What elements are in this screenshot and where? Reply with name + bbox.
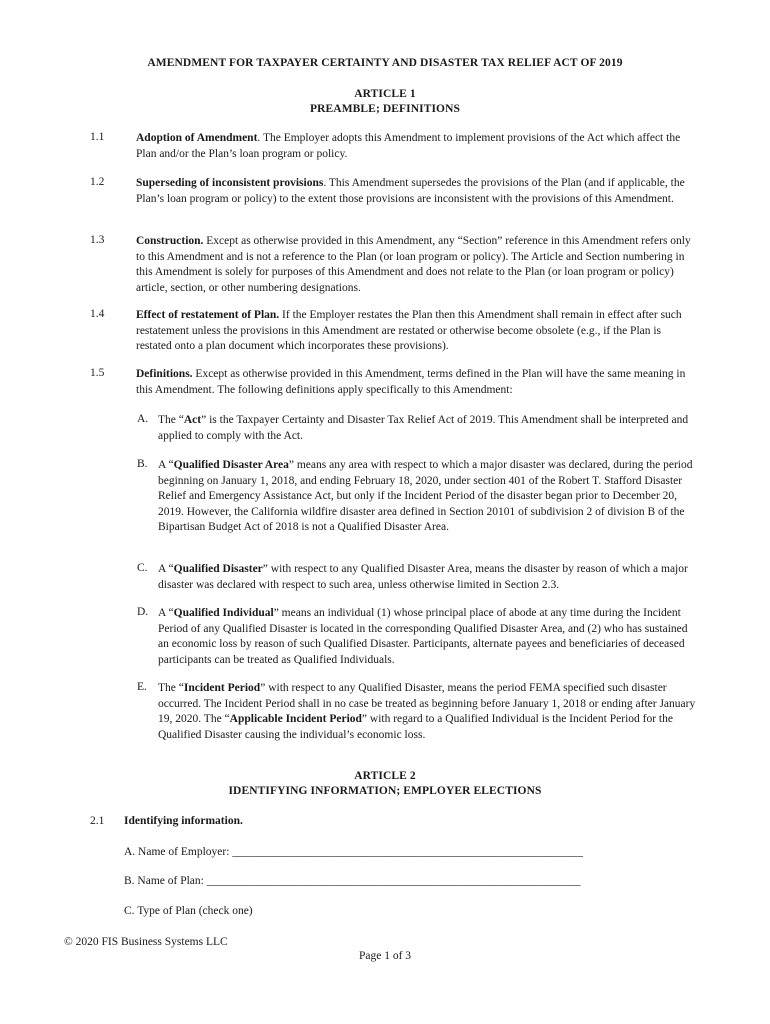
section-1-4 [136, 308, 696, 355]
text-fragment: The “ [158, 682, 184, 694]
definition-letter: C. [137, 562, 148, 574]
defined-term: Act [183, 414, 202, 426]
section-title: Adoption of Amendment [136, 132, 258, 144]
section-title: Superseding of inconsistent provisions [136, 177, 324, 189]
section-number: 1.2 [90, 176, 105, 188]
section-number: 2.1 [90, 815, 105, 827]
defined-term: Qualified Individual [173, 607, 274, 619]
definition-qualified-disaster-area [158, 458, 698, 536]
definition-incident-period [158, 681, 698, 743]
text-fragment: ” with respect to any Qualified Disaster, means the period FEMA specified such disaster occurred. The Incident Period shall in no case be treated as beginning before January 1, 2018 or ending after January 19, 2020. The “ [158, 682, 696, 725]
article-1-heading: ARTICLE 1 [354, 88, 416, 100]
defined-term: Incident Period [183, 682, 261, 694]
section-number: 1.4 [90, 308, 105, 320]
section-title: Effect of restatement of Plan. [136, 309, 280, 321]
section-text: This Amendment supersedes the provisions of the Plan (and if applicable, the Plan’s loan program or policy) to the extent those provisions are inconsistent with the provisions of this Amendment. [136, 177, 685, 205]
section-1-3 [136, 234, 696, 296]
section-text: Except as otherwise provided in this Amendment, any “Section” reference in this Amendment refers only to this Amendment and is not a reference to the Plan (or loan program or policy). The Article and Section numbering in this Amendment is solely for purposes of this Amendment and does not relate to the Plan (or loan program or policy) article, section, or other numbering designations. [136, 235, 691, 294]
section-title: Identifying information. [124, 815, 243, 827]
definition-letter: B. [137, 458, 148, 470]
section-number: 1.1 [90, 131, 105, 143]
text-fragment: ” is the Taxpayer Certainty and Disaster Tax Relief Act of 2019. This Amendment shall be interpreted and applied to comply with the Act. [158, 414, 689, 442]
plan-name-field[interactable]: B. Name of Plan: _________________________________________________________________ [124, 875, 581, 887]
text-fragment: ” means any area with respect to which a major disaster was declared, during the period beginning on January 1, 2018, and ending February 18, 2020, under section 401 of the Robert T. Stafford Disaster Relief and Emergency Assistance Act, but only if the Incident Period of the disaster began prior to December 20, 2019. However, the California wildfire disaster area defined in Section 20101 of subdivision 2 of division B of the Bipartisan Budget Act of 2018 is not a Qualified Disaster Area. [158, 459, 693, 533]
section-title: Construction. [136, 235, 204, 247]
section-text: If the Employer restates the Plan then this Amendment shall remain in effect after such restatement unless the provisions in this Amendment are restated or otherwise become obsolete (e.g., if the Plan is restated onto a plan document which incorporates these provisions). [136, 309, 682, 352]
section-text: The Employer adopts this Amendment to implement provisions of the Act which affect the Plan and/or the Plan’s loan program or policy. [136, 132, 681, 160]
text-fragment: The “ [158, 414, 184, 426]
defined-term: Qualified Disaster Area [173, 459, 289, 471]
section-number: 1.3 [90, 234, 105, 246]
article-2-heading: ARTICLE 2 [354, 770, 416, 782]
text-fragment: ” means an individual (1) whose principal place of abode at any time during the Incident Period of any Qualified Disaster is located in the corresponding Qualified Disaster Area, and (2) who has sustained an economic loss by reason of such Qualified Disaster. Participants, alternate payees and beneficiaries of deceased participants can be treated as Qualified Individuals. [158, 607, 688, 666]
separator: . [323, 177, 329, 189]
text-fragment: A “ [158, 459, 174, 471]
article-1-subheading: PREAMBLE; DEFINITIONS [309, 103, 461, 115]
section-number: 1.5 [90, 367, 105, 379]
text-fragment: ” with regard to a Qualified Individual is the Incident Period for the Qualified Disaster causing the individual’s economic loss. [158, 713, 673, 741]
text-fragment: ” with respect to any Qualified Disaster Area, means the disaster by reason of which a major disaster was declared with respect to such area, unless otherwise limited in Section 2.3. [158, 563, 688, 591]
definition-letter: E. [137, 681, 147, 693]
text-fragment: A “ [158, 607, 174, 619]
definition-letter: D. [137, 606, 149, 618]
page-number: Page 1 of 3 [358, 950, 412, 962]
definition-letter: A. [137, 413, 149, 425]
section-1-1 [136, 131, 696, 162]
plan-type-label: C. Type of Plan (check one) [124, 905, 253, 917]
employer-name-field[interactable]: A. Name of Employer: _____________________________________________________________ [124, 846, 584, 858]
section-1-5 [136, 367, 696, 398]
definition-qualified-individual [158, 606, 698, 668]
copyright-footer: © 2020 FIS Business Systems LLC [64, 936, 228, 948]
section-text: Except as otherwise provided in this Amendment, terms defined in the Plan will have the same meaning in this Amendment. The following definitions apply specifically to this Amendment: [136, 368, 686, 396]
article-2-subheading: IDENTIFYING INFORMATION; EMPLOYER ELECTIONS [228, 785, 542, 797]
document-title: AMENDMENT FOR TAXPAYER CERTAINTY AND DISASTER TAX RELIEF ACT OF 2019 [147, 57, 623, 69]
section-title: Definitions. [136, 368, 193, 380]
defined-term: Applicable Incident Period [229, 713, 362, 725]
text-fragment: A “ [158, 563, 174, 575]
definition-act [158, 413, 698, 444]
definition-qualified-disaster [158, 562, 698, 593]
defined-term: Qualified Disaster [173, 563, 263, 575]
separator: . [257, 132, 263, 144]
section-1-2 [136, 176, 696, 207]
